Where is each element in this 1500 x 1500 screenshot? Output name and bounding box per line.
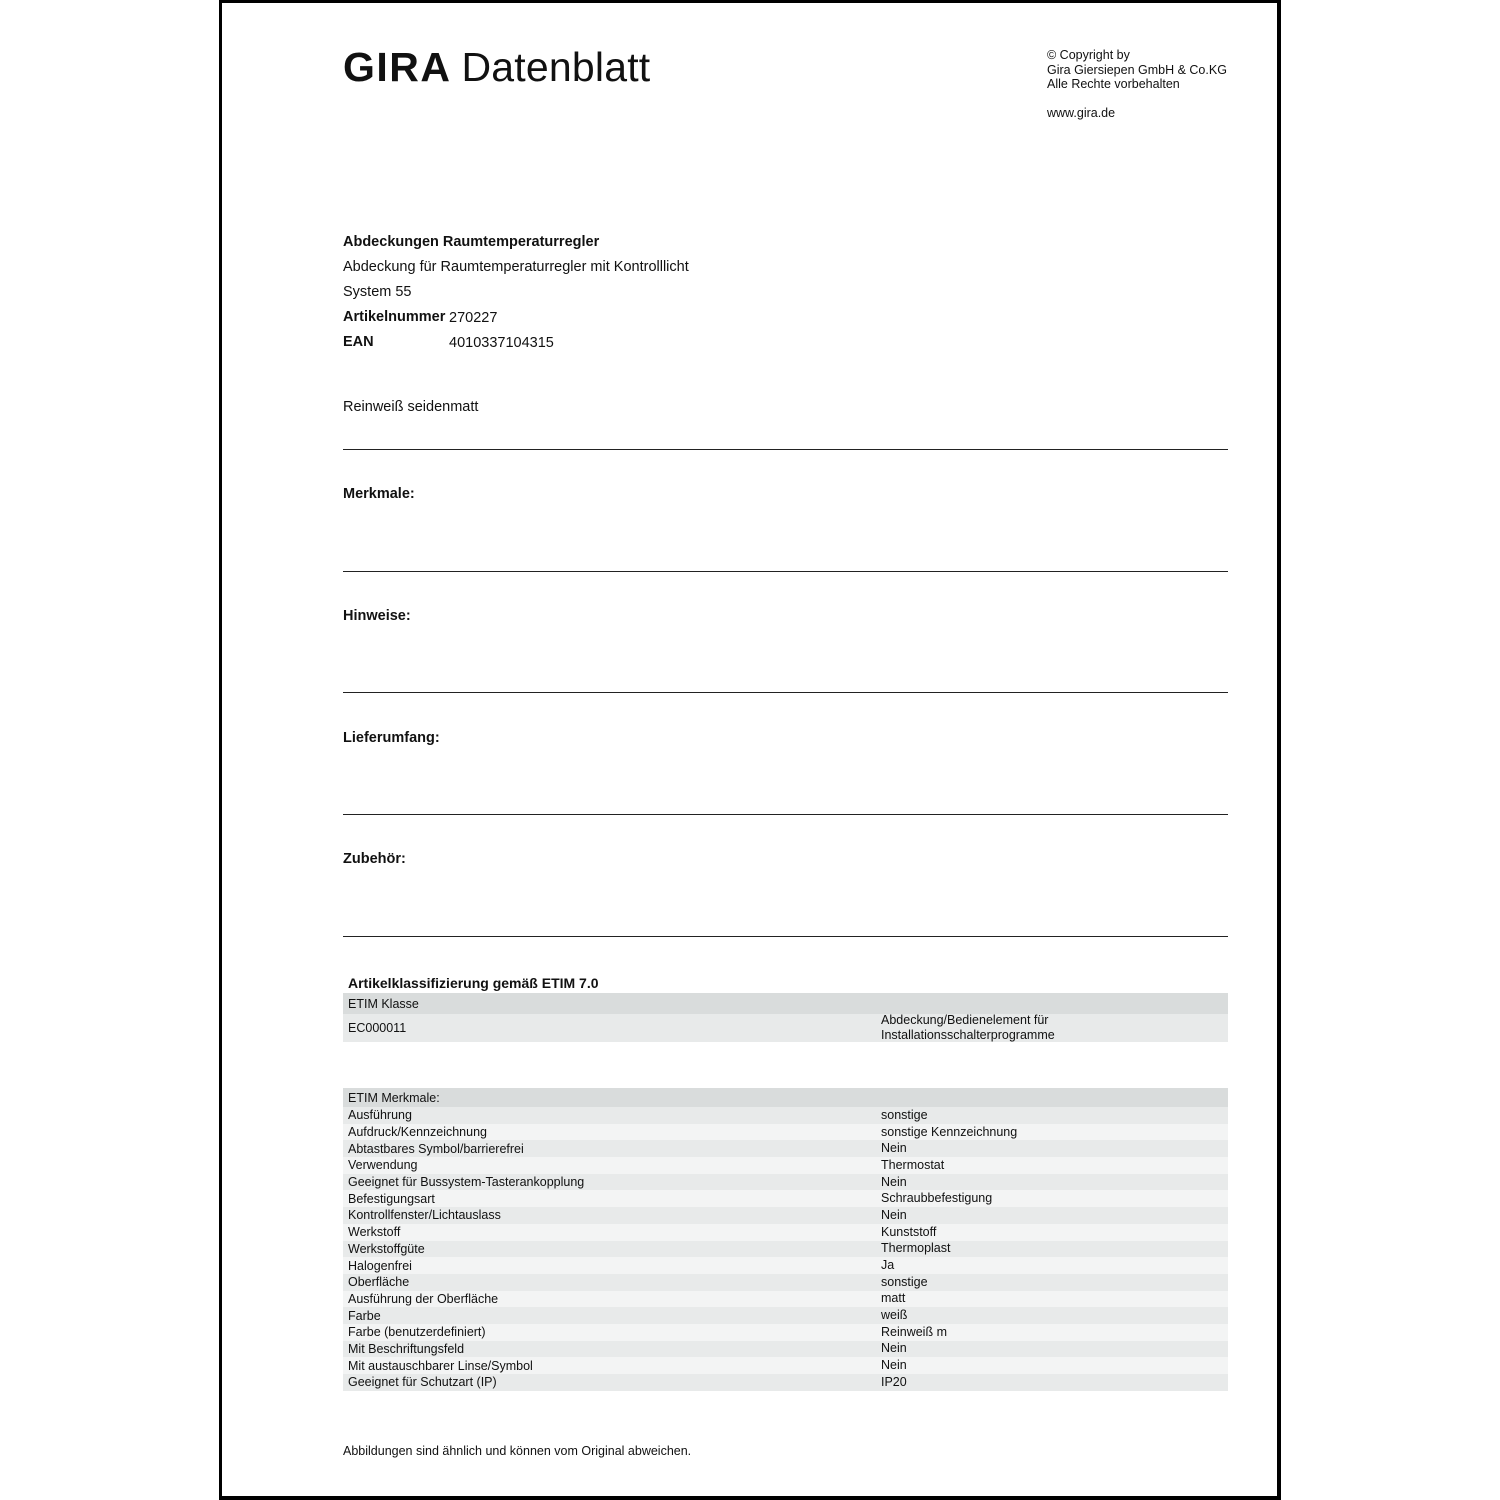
feature-value: Nein [881,1358,907,1373]
table-row [343,1107,1228,1124]
product-description: Abdeckung für Raumtemperaturregler mit Kontrolllicht [343,259,689,275]
feature-value: sonstige Kennzeichnung [881,1124,1018,1139]
etim-class-row [343,1014,1228,1042]
etim-features-table [343,1088,1228,1391]
feature-value: weiß [881,1308,908,1323]
feature-name: Verwendung [348,1158,418,1173]
table-row [343,1157,1228,1174]
feature-value: Nein [881,1207,907,1222]
document-type: Datenblatt [461,44,651,90]
etim-class-header: ETIM Klasse [348,996,419,1011]
table-row [343,1224,1228,1241]
table-row [343,1274,1228,1291]
feature-value: Ja [881,1258,895,1273]
feature-name: Farbe (benutzerdefiniert) [348,1325,486,1340]
product-finish: Reinweiß seidenmatt [343,399,479,415]
feature-value: Thermoplast [881,1241,951,1256]
ean-value: 4010337104315 [449,335,554,351]
copyright-block [1047,48,1227,120]
copyright-line: Gira Giersiepen GmbH & Co.KG [1047,62,1227,77]
article-number-value: 270227 [449,310,498,326]
feature-name: Abtastbares Symbol/barrierefrei [348,1141,524,1156]
divider [343,936,1228,937]
table-row [343,1307,1228,1324]
feature-value: IP20 [881,1374,907,1389]
feature-name: Ausführung der Oberfläche [348,1291,499,1306]
feature-name: Farbe [348,1308,381,1323]
table-row [343,1190,1228,1207]
etim-class-name-line: Abdeckung/Bedienelement für [881,1013,1049,1027]
etim-class-name-line: Installationsschalterprogramme [881,1028,1055,1042]
table-row [343,1124,1228,1141]
gira-datenblatt-logo [343,44,650,90]
feature-name: Werkstoffgüte [348,1241,425,1256]
section-merkmale-title: Merkmale: [343,486,415,502]
product-system: System 55 [343,284,412,300]
feature-value: sonstige [881,1107,928,1122]
table-row [343,1257,1228,1274]
table-row [343,1207,1228,1224]
feature-name: Geeignet für Bussystem-Tasterankopplung [348,1175,585,1190]
table-row [343,1324,1228,1341]
feature-name: Kontrollfenster/Lichtauslass [348,1208,501,1223]
etim-class-code: EC000011 [348,1021,407,1035]
disclaimer-footer: Abbildungen sind ähnlich und können vom Original abweichen. [343,1444,692,1458]
feature-value: Kunststoff [881,1224,937,1239]
article-number-label: Artikelnummer [343,309,446,325]
feature-value: Nein [881,1174,907,1189]
etim-class-name [881,1013,1228,1043]
section-zubehoer-title: Zubehör: [343,851,406,867]
table-row [343,1140,1228,1157]
feature-name: Aufdruck/Kennzeichnung [348,1125,487,1140]
table-row [343,1241,1228,1258]
etim-class-header-row [343,993,1228,1014]
feature-name: Befestigungsart [348,1191,435,1206]
divider [343,814,1228,815]
section-lieferumfang-title: Lieferumfang: [343,730,440,746]
etim-class-table [343,993,1228,1042]
feature-name: Mit Beschriftungsfeld [348,1341,465,1356]
table-row [343,1341,1228,1358]
table-row [343,1357,1228,1374]
divider [343,449,1228,450]
table-row [343,1291,1228,1308]
copyright-line: © Copyright by [1047,48,1130,62]
feature-name: Halogenfrei [348,1258,412,1273]
feature-name: Geeignet für Schutzart (IP) [348,1375,497,1390]
feature-name: Mit austauschbarer Linse/Symbol [348,1358,533,1373]
table-row [343,1374,1228,1391]
etim-features-header: ETIM Merkmale: [348,1090,440,1105]
product-category: Abdeckungen Raumtemperaturregler [343,234,600,250]
ean-label: EAN [343,334,374,350]
feature-value: matt [881,1291,906,1306]
feature-value: Nein [881,1341,907,1356]
feature-name: Oberfläche [348,1275,410,1290]
feature-value: Schraubbefestigung [881,1191,993,1206]
etim-classification-title: Artikelklassifizierung gemäß ETIM 7.0 [348,975,599,991]
table-row [343,1174,1228,1191]
etim-features-header-row [343,1088,1228,1107]
copyright-line: Alle Rechte vorbehalten [1047,77,1180,91]
feature-value: sonstige [881,1274,928,1289]
feature-value: Reinweiß m [881,1324,947,1339]
feature-name: Werkstoff [348,1225,401,1240]
feature-value: Nein [881,1141,907,1156]
brand-name: GIRA [343,44,452,90]
feature-name: Ausführung [348,1108,412,1123]
website-link[interactable]: www.gira.de [1047,105,1116,120]
feature-value: Thermostat [881,1157,945,1172]
divider [343,571,1228,572]
section-hinweise-title: Hinweise: [343,608,411,624]
divider [343,692,1228,693]
